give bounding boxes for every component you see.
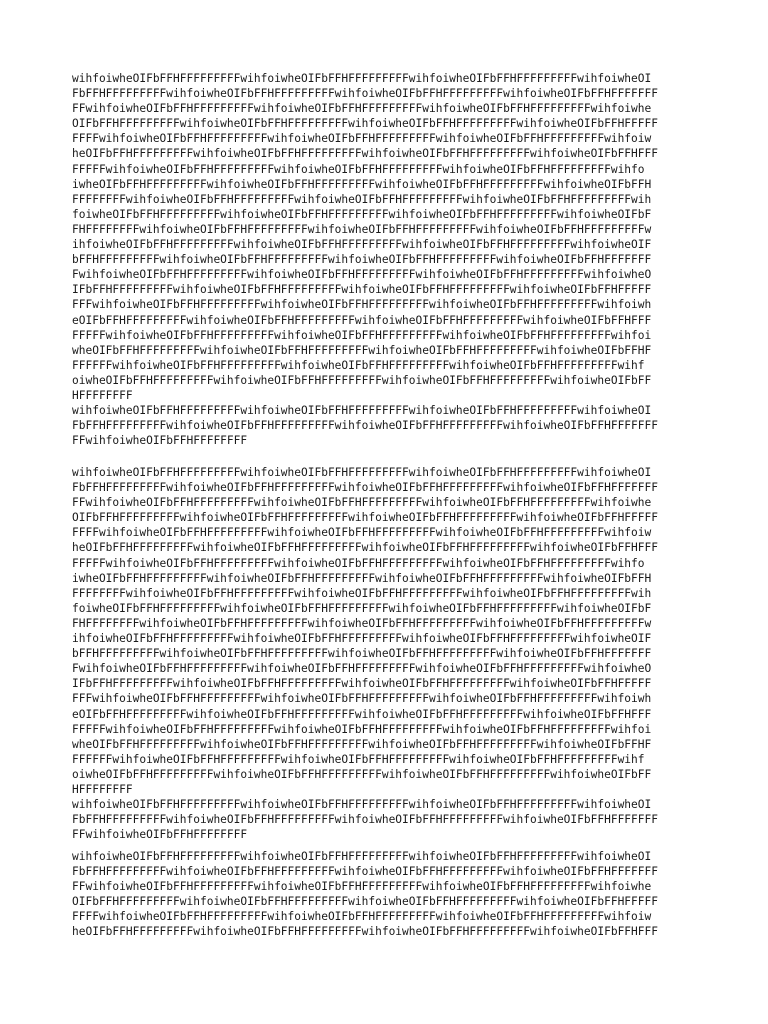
text-paragraph-2: wihfoiwheOIFbFFHFFFFFFFFFwihfoiwheOIFbFFHFFFFFFFFFwihfoiwheOIFbFFHFFFFFFFFFwihfoiwheOI FbFFHFFFFFFFFFwihfoiwheOIFbFFHFFFFFFFFFwihfoiwheOIFbFFHFFFFFFFFFwihfoiwheOIFbFFHFFFFFFF FFwihfoiwheOIFbFFHFFFFFFFFFwihfoiwheOIFbFFHFFFFFFFFFwihfoiwheOIFbFFHFFFFFFFFFwihfoiwhe OIFbFFHFFFFFFFFFwihfoiwheOIFbFFHFFFFFFFFFwihfoiwheOIFbFFHFFFFFFFFFwihfoiwheOIFbFFHFFFFF FFFFwihfoiwheOIFbFFHFFFFFFFFFwihfoiwheOIFbFFHFFFFFFFFFwihfoiwheOIFbFFHFFFFFFFFFwihfoiw heOIFbFFHFFFFFFFFFwihfoiwheOIFbFFHFFFFFFFFFwihfoiwheOIFbFFHFFFFFFFFFwihfoiwheOIFbFFHFFF FFFFFwihfoiwheOIFbFFHFFFFFFFFFwihfoiwheOIFbFFHFFFFFFFFFwihfoiwheOIFbFFHFFFFFFFFFwihfo iwheOIFbFFHFFFFFFFFFwihfoiwheOIFbFFHFFFFFFFFFwihfoiwheOIFbFFHFFFFFFFFFwihfoiwheOIFbFFH FFFFFFFFwihfoiwheOIFbFFHFFFFFFFFFwihfoiwheOIFbFFHFFFFFFFFFwihfoiwheOIFbFFHFFFFFFFFFwih foiwheOIFbFFHFFFFFFFFFwihfoiwheOIFbFFHFFFFFFFFFwihfoiwheOIFbFFHFFFFFFFFFwihfoiwheOIFbF FHFFFFFFFFwihfoiwheOIFbFFHFFFFFFFFFwihfoiwheOIFbFFHFFFFFFFFFwihfoiwheOIFbFFHFFFFFFFFFw ihfoiwheOIFbFFHFFFFFFFFFwihfoiwheOIFbFFHFFFFFFFFFwihfoiwheOIFbFFHFFFFFFFFFwihfoiwheOIF bFFHFFFFFFFFFwihfoiwheOIFbFFHFFFFFFFFFwihfoiwheOIFbFFHFFFFFFFFFwihfoiwheOIFbFFHFFFFFFF FwihfoiwheOIFbFFHFFFFFFFFFwihfoiwheOIFbFFHFFFFFFFFFwihfoiwheOIFbFFHFFFFFFFFFwihfoiwheO IFbFFHFFFFFFFFFwihfoiwheOIFbFFHFFFFFFFFFwihfoiwheOIFbFFHFFFFFFFFFwihfoiwheOIFbFFHFFFFF FFFwihfoiwheOIFbFFHFFFFFFFFFwihfoiwheOIFbFFHFFFFFFFFFwihfoiwheOIFbFFHFFFFFFFFFwihfoiwh eOIFbFFHFFFFFFFFFwihfoiwheOIFbFFHFFFFFFFFFwihfoiwheOIFbFFHFFFFFFFFFwihfoiwheOIFbFFHFFF FFFFFwihfoiwheOIFbFFHFFFFFFFFFwihfoiwheOIFbFFHFFFFFFFFFwihfoiwheOIFbFFHFFFFFFFFFwihfoi wheOIFbFFHFFFFFFFFFwihfoiwheOIFbFFHFFFFFFFFFwihfoiwheOIFbFFHFFFFFFFFFwihfoiwheOIFbFFHF FFFFFFwihfoiwheOIFbFFHFFFFFFFFFwihfoiwheOIFbFFHFFFFFFFFFwihfoiwheOIFbFFHFFFFFFFFFwihf oiwheOIFbFFHFFFFFFFFFwihfoiwheOIFbFFHFFFFFFFFFwihfoiwheOIFbFFHFFFFFFFFFwihfoiwheOIFbFF HFFFFFFFF wihfoiwheOIFbFFHFFFFFFFFFwihfoiwheOIFbFFHFFFFFFFFFwihfoiwheOIFbFFHFFFFFFFFFwihfoiwheOI FbFFHFFFFFFFFFwihfoiwheOIFbFFHFFFFFFFFFwihfoiwheOIFbFFHFFFFFFFFFwihfoiwheOIFbFFHFFFFFFF FFwihfoiwheOIFbFFHFFFFFFFF bbox=[72, 466, 658, 842]
text-paragraph-3: wihfoiwheOIFbFFHFFFFFFFFFwihfoiwheOIFbFFHFFFFFFFFFwihfoiwheOIFbFFHFFFFFFFFFwihfoiwheOI FbFFHFFFFFFFFFwihfoiwheOIFbFFHFFFFFFFFFwihfoiwheOIFbFFHFFFFFFFFFwihfoiwheOIFbFFHFFFFFFF FFwihfoiwheOIFbFFHFFFFFFFFFwihfoiwheOIFbFFHFFFFFFFFFwihfoiwheOIFbFFHFFFFFFFFFwihfoiwhe OIFbFFHFFFFFFFFFwihfoiwheOIFbFFHFFFFFFFFFwihfoiwheOIFbFFHFFFFFFFFFwihfoiwheOIFbFFHFFFFF FFFFwihfoiwheOIFbFFHFFFFFFFFFwihfoiwheOIFbFFHFFFFFFFFFwihfoiwheOIFbFFHFFFFFFFFFwihfoiw heOIFbFFHFFFFFFFFFwihfoiwheOIFbFFHFFFFFFFFFwihfoiwheOIFbFFHFFFFFFFFFwihfoiwheOIFbFFHFFF bbox=[72, 850, 658, 939]
text-paragraph-1: wihfoiwheOIFbFFHFFFFFFFFFwihfoiwheOIFbFFHFFFFFFFFFwihfoiwheOIFbFFHFFFFFFFFFwihfoiwheOI FbFFHFFFFFFFFFwihfoiwheOIFbFFHFFFFFFFFFwihfoiwheOIFbFFHFFFFFFFFFwihfoiwheOIFbFFHFFFFFFF FFwihfoiwheOIFbFFHFFFFFFFFFwihfoiwheOIFbFFHFFFFFFFFFwihfoiwheOIFbFFHFFFFFFFFFwihfoiwhe OIFbFFHFFFFFFFFFwihfoiwheOIFbFFHFFFFFFFFFwihfoiwheOIFbFFHFFFFFFFFFwihfoiwheOIFbFFHFFFFF FFFFwihfoiwheOIFbFFHFFFFFFFFFwihfoiwheOIFbFFHFFFFFFFFFwihfoiwheOIFbFFHFFFFFFFFFwihfoiw heOIFbFFHFFFFFFFFFwihfoiwheOIFbFFHFFFFFFFFFwihfoiwheOIFbFFHFFFFFFFFFwihfoiwheOIFbFFHFFF FFFFFwihfoiwheOIFbFFHFFFFFFFFFwihfoiwheOIFbFFHFFFFFFFFFwihfoiwheOIFbFFHFFFFFFFFFwihfo iwheOIFbFFHFFFFFFFFFwihfoiwheOIFbFFHFFFFFFFFFwihfoiwheOIFbFFHFFFFFFFFFwihfoiwheOIFbFFH FFFFFFFFwihfoiwheOIFbFFHFFFFFFFFFwihfoiwheOIFbFFHFFFFFFFFFwihfoiwheOIFbFFHFFFFFFFFFwih foiwheOIFbFFHFFFFFFFFFwihfoiwheOIFbFFHFFFFFFFFFwihfoiwheOIFbFFHFFFFFFFFFwihfoiwheOIFbF FHFFFFFFFFwihfoiwheOIFbFFHFFFFFFFFFwihfoiwheOIFbFFHFFFFFFFFFwihfoiwheOIFbFFHFFFFFFFFFw ihfoiwheOIFbFFHFFFFFFFFFwihfoiwheOIFbFFHFFFFFFFFFwihfoiwheOIFbFFHFFFFFFFFFwihfoiwheOIF bFFHFFFFFFFFFwihfoiwheOIFbFFHFFFFFFFFFwihfoiwheOIFbFFHFFFFFFFFFwihfoiwheOIFbFFHFFFFFFF FwihfoiwheOIFbFFHFFFFFFFFFwihfoiwheOIFbFFHFFFFFFFFFwihfoiwheOIFbFFHFFFFFFFFFwihfoiwheO IFbFFHFFFFFFFFFwihfoiwheOIFbFFHFFFFFFFFFwihfoiwheOIFbFFHFFFFFFFFFwihfoiwheOIFbFFHFFFFF FFFwihfoiwheOIFbFFHFFFFFFFFFwihfoiwheOIFbFFHFFFFFFFFFwihfoiwheOIFbFFHFFFFFFFFFwihfoiwh eOIFbFFHFFFFFFFFFwihfoiwheOIFbFFHFFFFFFFFFwihfoiwheOIFbFFHFFFFFFFFFwihfoiwheOIFbFFHFFF FFFFFwihfoiwheOIFbFFHFFFFFFFFFwihfoiwheOIFbFFHFFFFFFFFFwihfoiwheOIFbFFHFFFFFFFFFwihfoi wheOIFbFFHFFFFFFFFFwihfoiwheOIFbFFHFFFFFFFFFwihfoiwheOIFbFFHFFFFFFFFFwihfoiwheOIFbFFHF FFFFFFwihfoiwheOIFbFFHFFFFFFFFFwihfoiwheOIFbFFHFFFFFFFFFwihfoiwheOIFbFFHFFFFFFFFFwihf oiwheOIFbFFHFFFFFFFFFwihfoiwheOIFbFFHFFFFFFFFFwihfoiwheOIFbFFHFFFFFFFFFwihfoiwheOIFbFF HFFFFFFFF wihfoiwheOIFbFFHFFFFFFFFFwihfoiwheOIFbFFHFFFFFFFFFwihfoiwheOIFbFFHFFFFFFFFFwihfoiwheOI FbFFHFFFFFFFFFwihfoiwheOIFbFFHFFFFFFFFFwihfoiwheOIFbFFHFFFFFFFFFwihfoiwheOIFbFFHFFFFFFF FFwihfoiwheOIFbFFHFFFFFFFF bbox=[72, 72, 658, 448]
